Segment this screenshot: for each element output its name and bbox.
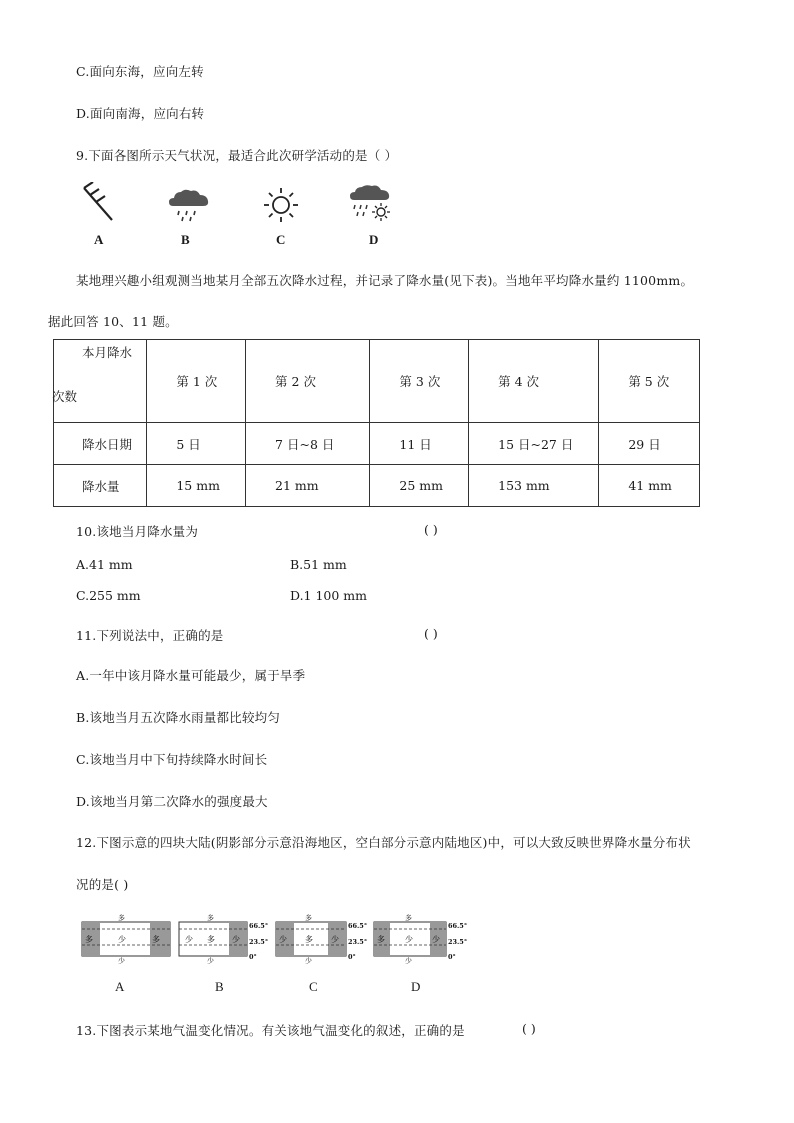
region-a-left: 多 — [85, 935, 93, 944]
region-b-mid: 多 — [207, 935, 215, 944]
q11-paren: ( ) — [424, 626, 438, 641]
q11-option-a: A.一年中该月降水量可能最少，属于旱季 — [76, 668, 306, 683]
region-b-left: 少 — [185, 935, 193, 944]
q9-label-c: C — [276, 232, 286, 247]
q11-option-b: B.该地当月五次降水雨量都比较均匀 — [76, 710, 281, 725]
q12-label-a: A — [115, 979, 125, 994]
rain-sun-icon — [348, 184, 394, 224]
q13-stem: 13.下图表示某地气温变化情况。有关该地气温变化的叙述，正确的是 — [76, 1023, 465, 1038]
lat-d-235: 23.5° — [448, 938, 468, 946]
q10-option-d: D.1 100 mm — [290, 588, 368, 603]
header-col-2: 第 2 次 — [246, 340, 370, 423]
header-col-3: 第 3 次 — [370, 340, 469, 423]
q12-stem-line-2: 况的是( ) — [76, 877, 129, 892]
lat-b-665: 66.5° — [249, 922, 269, 930]
continent-diagram-c — [274, 912, 370, 964]
rain-cloud-icon — [167, 188, 211, 224]
region-c-right: 少 — [331, 935, 339, 944]
row-amount-label: 降水量 — [54, 465, 147, 507]
wind-icon — [80, 182, 120, 226]
table-header-row — [54, 340, 700, 423]
lat-d-0: 0° — [448, 953, 456, 961]
region-b-top: 多 — [207, 914, 214, 922]
q10-stem: 10.该地当月降水量为 — [76, 524, 199, 539]
passage-line-2: 据此回答 10、11 题。 — [48, 314, 178, 329]
lat-c-235: 23.5° — [348, 938, 368, 946]
region-d-mid: 少 — [405, 935, 413, 944]
table-row-amount — [54, 465, 700, 507]
continent-diagram-a — [80, 912, 176, 964]
q8-option-c: C.面向东海，应向左转 — [76, 64, 204, 79]
continent-diagram-b — [177, 912, 273, 964]
q10-option-b: B.51 mm — [290, 557, 347, 572]
lat-b-0: 0° — [249, 953, 257, 961]
q9-stem: 9.下面各图所示天气状况，最适合此次研学活动的是（ ） — [76, 148, 398, 163]
region-d-left: 多 — [377, 935, 385, 944]
amount-cell-1: 15 mm — [147, 465, 246, 507]
region-d-bottom: 少 — [405, 957, 412, 964]
q9-label-d: D — [369, 232, 379, 247]
table-header-label — [54, 340, 147, 423]
q11-option-d: D.该地当月第二次降水的强度最大 — [76, 794, 268, 809]
lat-c-665: 66.5° — [348, 922, 368, 930]
q10-option-a: A.41 mm — [76, 557, 133, 572]
date-cell-4: 15 日~27 日 — [469, 423, 599, 465]
q12-label-b: B — [215, 979, 224, 994]
q13-paren: ( ) — [522, 1021, 536, 1036]
date-cell-5: 29 日 — [599, 423, 700, 465]
region-b-bottom: 少 — [207, 957, 214, 964]
lat-b-235: 23.5° — [249, 938, 269, 946]
region-d-right: 少 — [432, 935, 440, 944]
passage-line-1: 某地理兴趣小组观测当地某月全部五次降水过程，并记录了降水量(见下表)。当地年平均降水量约 1100mm。 — [76, 273, 694, 288]
region-a-right: 多 — [152, 935, 160, 944]
region-a-mid: 少 — [118, 935, 126, 944]
amount-cell-5: 41 mm — [599, 465, 700, 507]
lat-d-665: 66.5° — [448, 922, 468, 930]
region-c-mid: 多 — [305, 935, 313, 944]
q12-label-c: C — [309, 979, 318, 994]
region-a-bottom: 少 — [118, 957, 125, 964]
header-col-1: 第 1 次 — [147, 340, 246, 423]
lat-c-0: 0° — [348, 953, 356, 961]
header-label-bottom: 次数 — [52, 389, 78, 404]
rainfall-table — [53, 339, 700, 507]
date-cell-3: 11 日 — [370, 423, 469, 465]
region-c-left: 少 — [279, 935, 287, 944]
q12-label-d: D — [411, 979, 421, 994]
q9-label-a: A — [94, 232, 104, 247]
amount-cell-3: 25 mm — [370, 465, 469, 507]
row-date-label: 降水日期 — [54, 423, 147, 465]
region-d-top: 多 — [405, 914, 412, 922]
date-cell-2: 7 日~8 日 — [246, 423, 370, 465]
q8-option-d: D.面向南海，应向右转 — [76, 106, 205, 121]
q10-paren: ( ) — [424, 522, 438, 537]
continent-diagram-d — [372, 912, 472, 964]
header-label-top: 本月降水 — [82, 345, 133, 360]
q11-option-c: C.该地当月中下旬持续降水时间长 — [76, 752, 268, 767]
q11-stem: 11.下列说法中，正确的是 — [76, 628, 224, 643]
region-a-top: 多 — [118, 914, 125, 922]
date-cell-1: 5 日 — [147, 423, 246, 465]
region-c-bottom: 少 — [305, 957, 312, 964]
header-col-4: 第 4 次 — [469, 340, 599, 423]
header-col-5: 第 5 次 — [599, 340, 700, 423]
sun-icon — [262, 186, 300, 224]
amount-cell-2: 21 mm — [246, 465, 370, 507]
region-b-right: 少 — [232, 935, 240, 944]
q9-label-b: B — [181, 232, 190, 247]
q10-option-c: C.255 mm — [76, 588, 141, 603]
region-c-top: 多 — [305, 914, 312, 922]
q12-stem-line-1: 12.下图示意的四块大陆(阴影部分示意沿海地区，空白部分示意内陆地区)中，可以大致反映世界降水量分布状 — [76, 835, 691, 850]
amount-cell-4: 153 mm — [469, 465, 599, 507]
table-row-date — [54, 423, 700, 465]
